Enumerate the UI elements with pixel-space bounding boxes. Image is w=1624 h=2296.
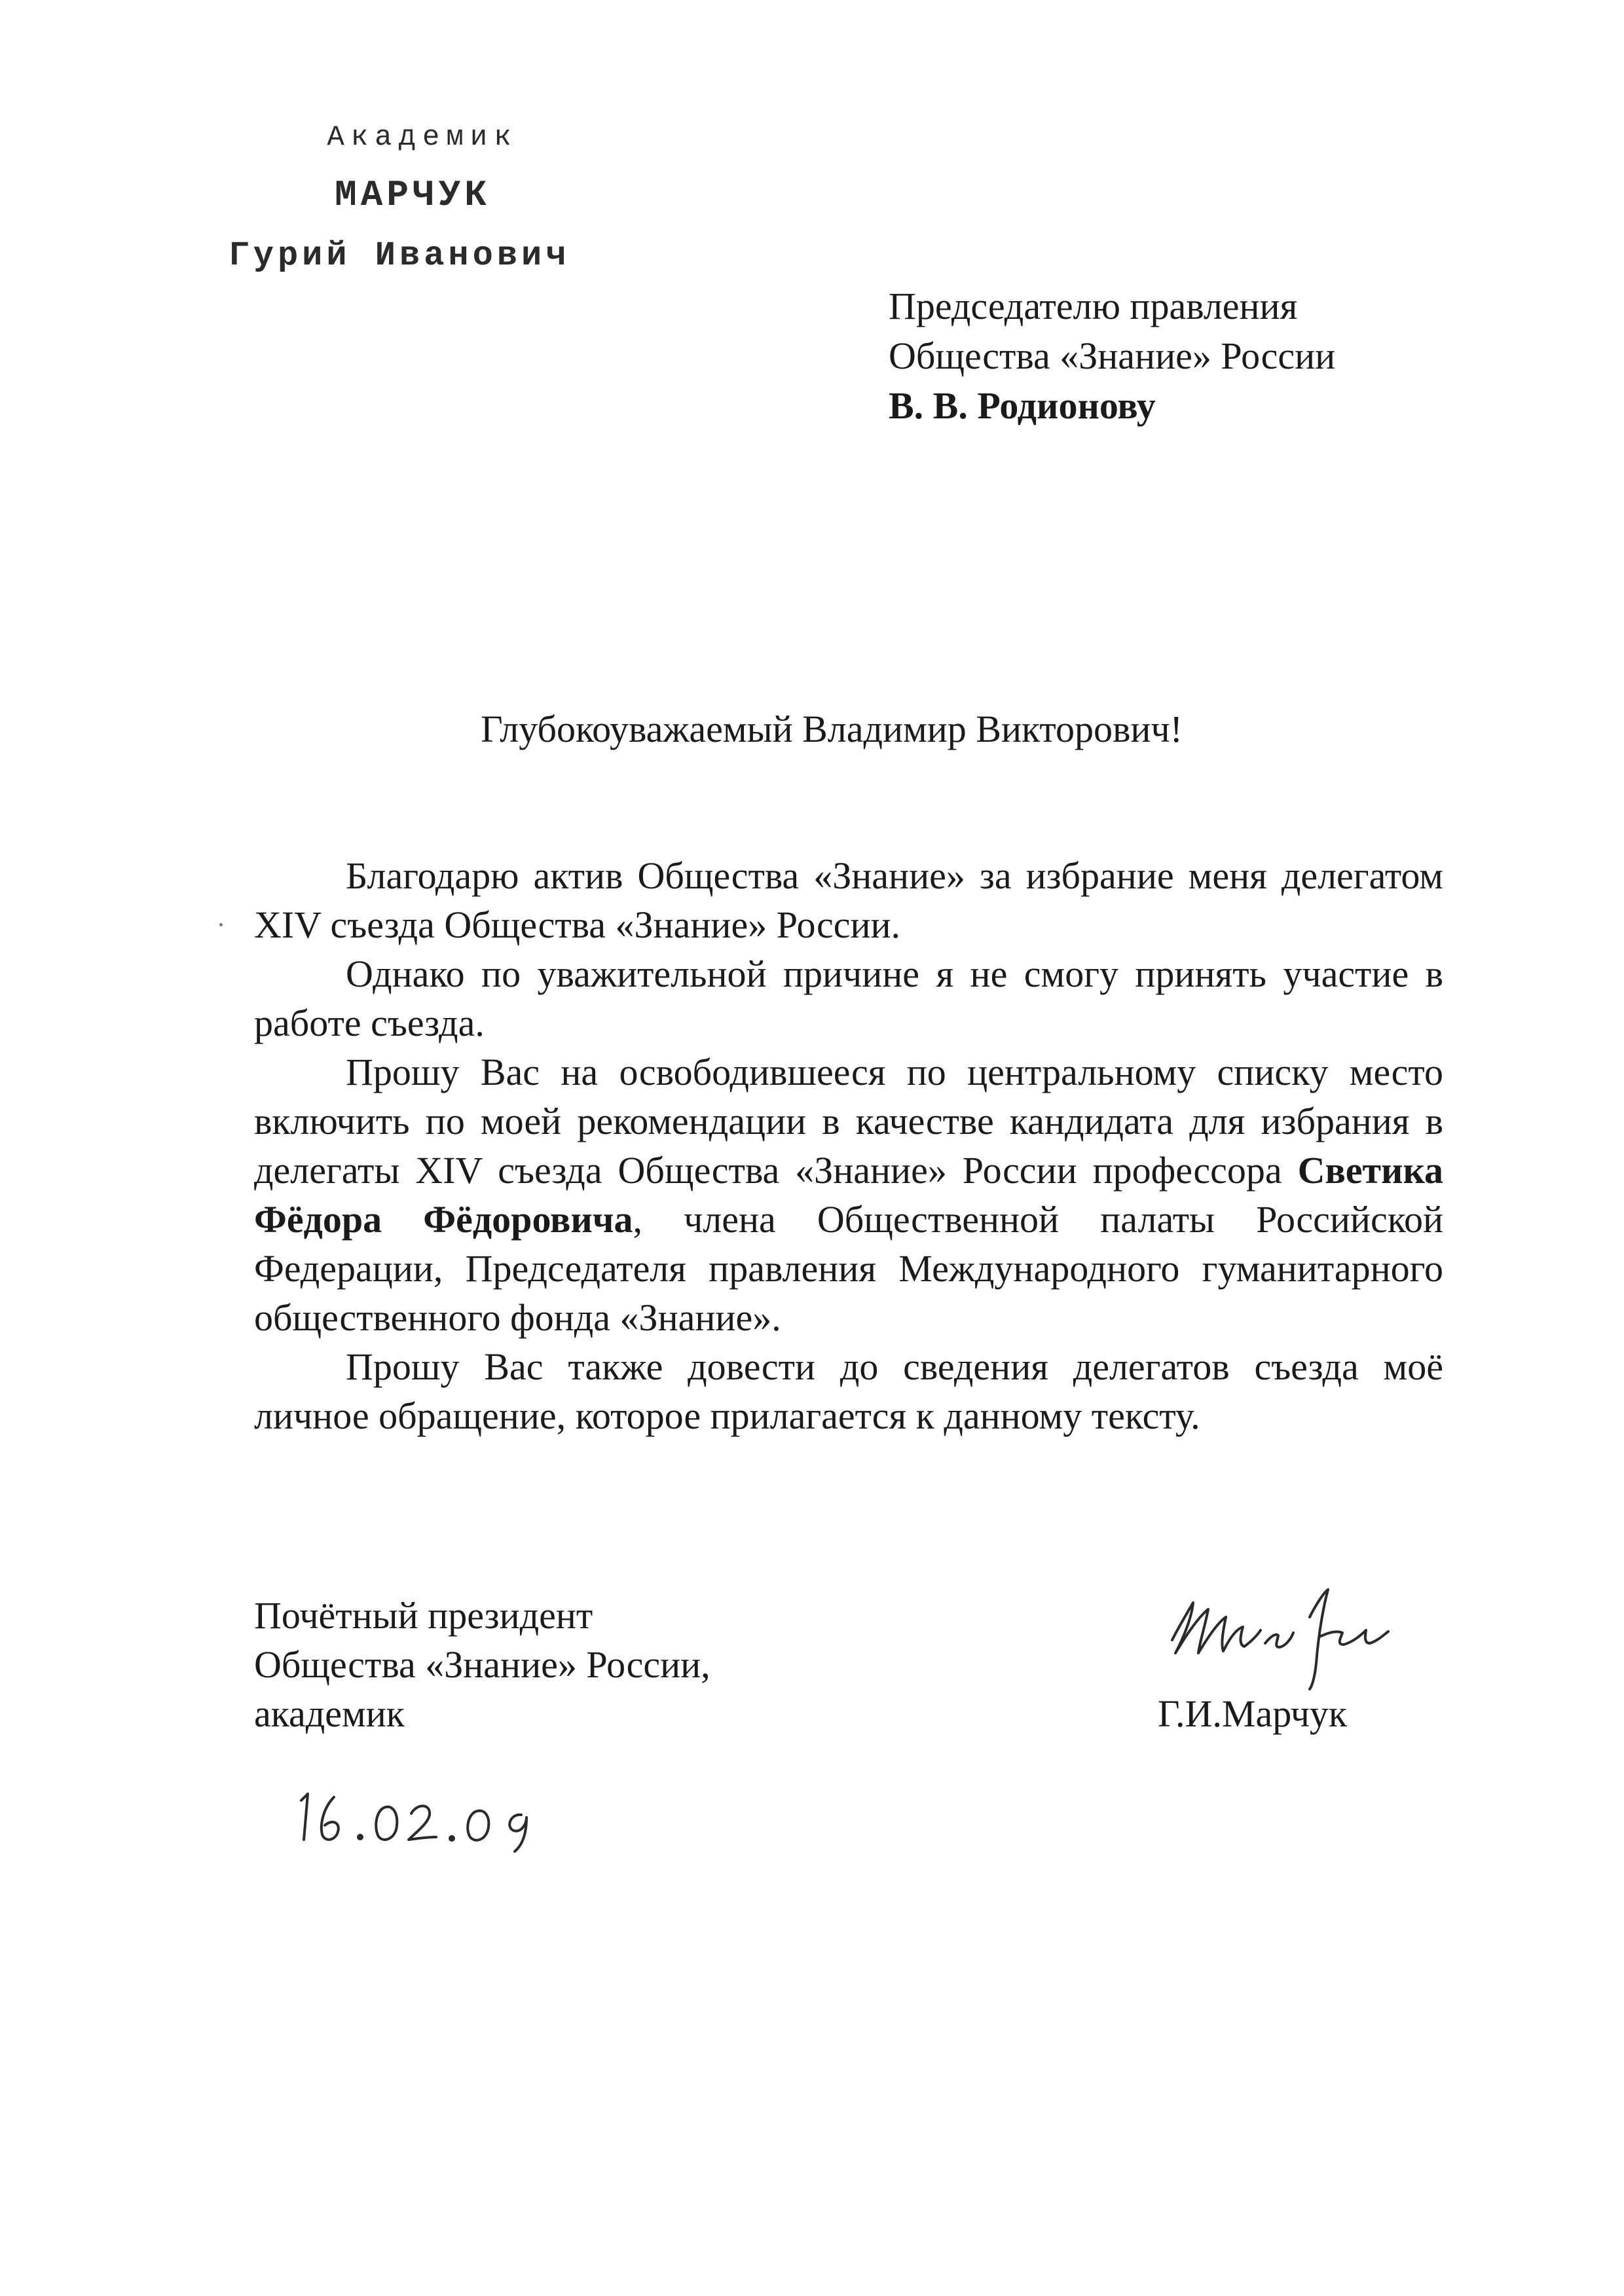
closing-block (254, 1591, 974, 1738)
scan-speck (219, 923, 223, 926)
sender-surname: МАРЧУК (335, 174, 490, 216)
body-paragraph-4: Прошу Вас также довести до сведения делегатов съезда моё личное обращение, которое прилагается к данному тексту. (254, 1345, 1443, 1437)
closing-line-2: Общества «Знание» России, (254, 1643, 710, 1686)
signer-name: Г.И.Марчук (1158, 1692, 1348, 1735)
handwritten-date (288, 1761, 563, 1853)
letter-body (254, 851, 1443, 1440)
body-paragraph-2: Однако по уважительной причине я не смогу принять участие в работе съезда. (254, 953, 1443, 1044)
sender-block (196, 111, 602, 285)
body-paragraph-3-start: Прошу Вас на освободившееся по центральному списку место включить по моей рекомендации в качестве кандидата для избрания в делегаты XIV съезда Общества «Знание» России профессора (254, 1051, 1443, 1192)
closing-line-1: Почётный президент (254, 1594, 593, 1637)
candidate-name: Светика Фёдора Фёдоровича (254, 1149, 1443, 1241)
addressee-name: В. В. Родионову (889, 384, 1156, 427)
body-paragraph-3-end: , члена Общественной палаты Российской Федерации, Председателя правления Международного гуманитарного общественного фонда «Знание». (254, 1198, 1443, 1339)
greeting: Глубокоуважаемый Владимир Викторович! (481, 708, 1183, 750)
addressee-block (889, 282, 1478, 431)
sender-title: Академик (327, 121, 518, 154)
addressee-line-2: Общества «Знание» России (889, 335, 1336, 377)
body-paragraph-3 (254, 1048, 1443, 1342)
body-paragraph-1: Благодарю актив Общества «Знание» за избрание меня делегатом XIV съезда Общества «Знание» России. (254, 854, 1443, 946)
closing-line-3: академик (254, 1692, 405, 1735)
addressee-line-1: Председателю правления (889, 285, 1298, 327)
sender-given-names: Гурий Иванович (229, 236, 570, 275)
handwritten-signature (1153, 1565, 1428, 1696)
